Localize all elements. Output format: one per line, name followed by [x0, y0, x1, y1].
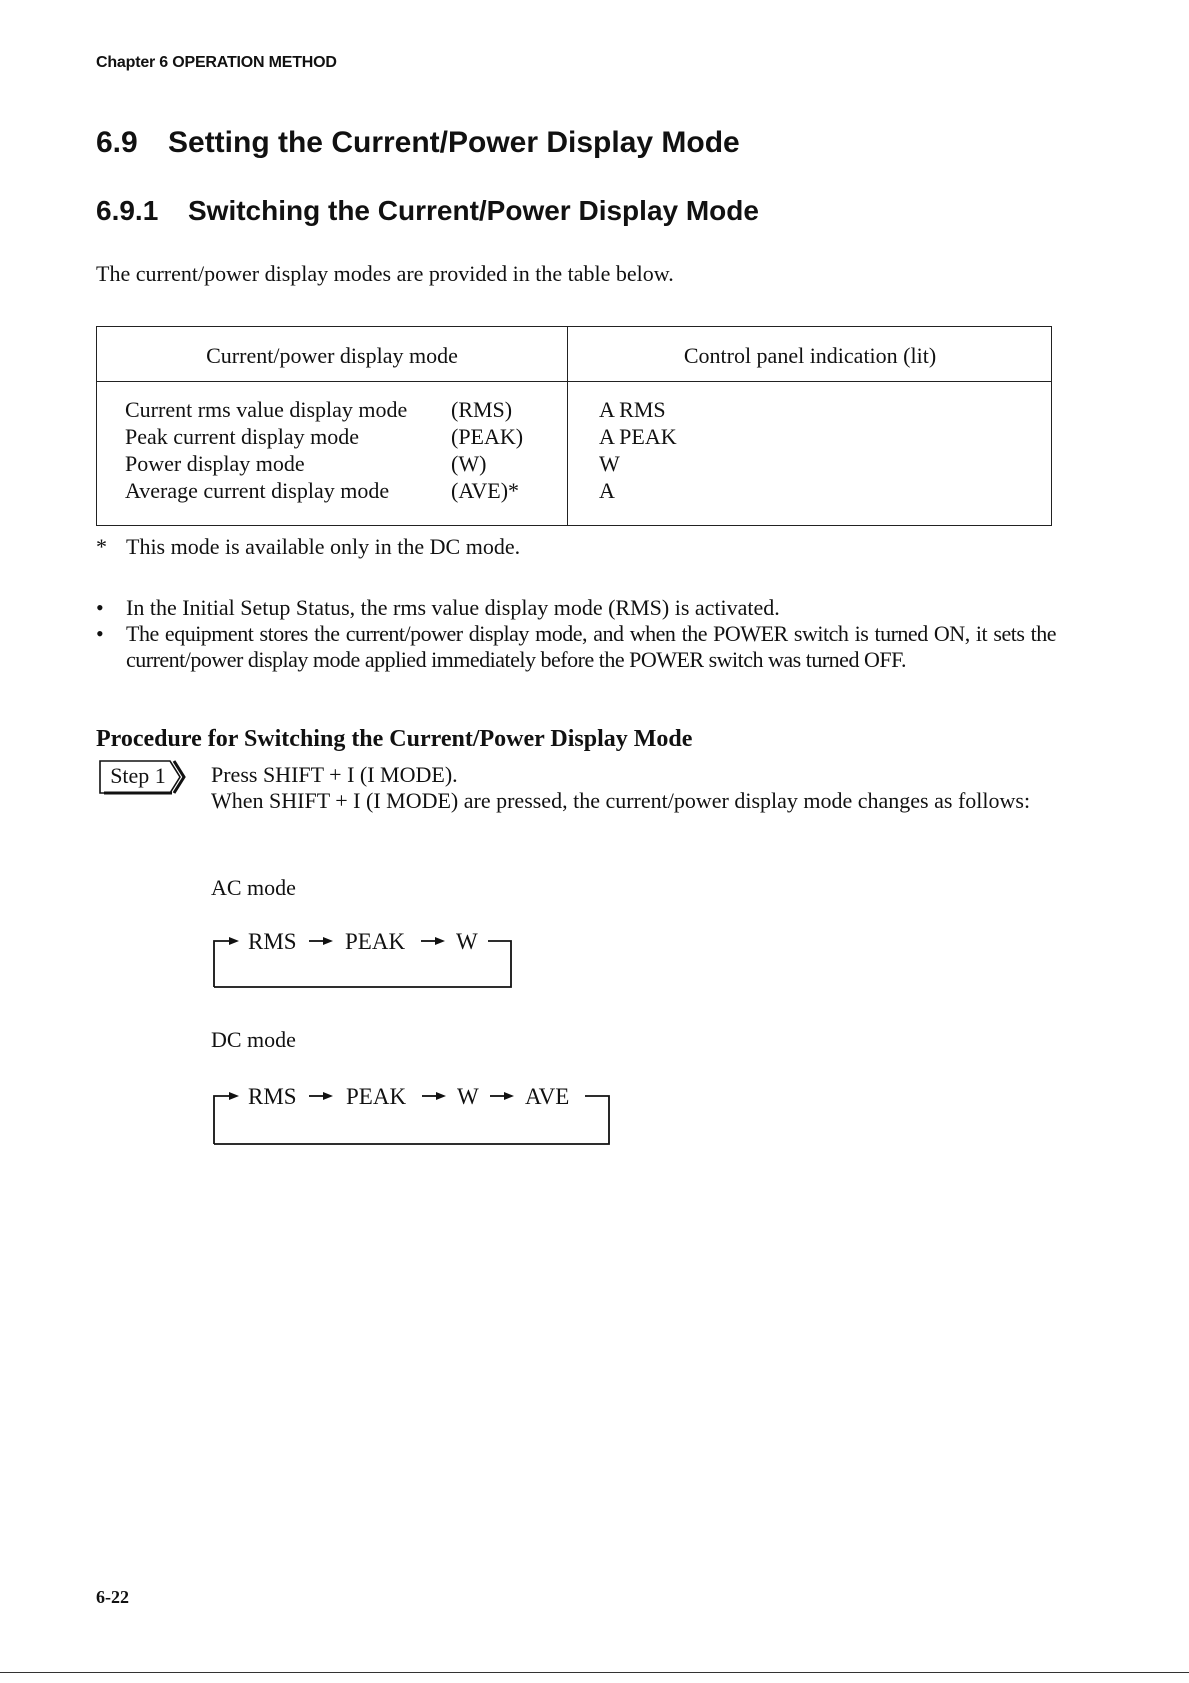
table-cell-abbr: (AVE)* — [451, 478, 520, 503]
note-text: In the Initial Setup Status, the rms value display mode (RMS) is activated. — [126, 595, 780, 620]
arrow-icon — [323, 1092, 333, 1100]
step-body — [211, 762, 1051, 814]
table-cell-abbr: (W) — [451, 451, 487, 476]
arrow-icon — [229, 937, 239, 945]
table-cell-indication: A — [599, 478, 615, 503]
arrow-icon — [504, 1092, 514, 1100]
step-description: When SHIFT + I (I MODE) are pressed, the current/power display mode changes as follows: — [211, 788, 1031, 813]
list-item — [96, 621, 1056, 673]
arrow-icon — [229, 1092, 239, 1100]
table-header-mode: Current/power display mode — [206, 343, 458, 368]
notes-list — [96, 595, 1056, 673]
table-cell-mode: Power display mode — [125, 451, 305, 476]
display-mode-table — [96, 326, 1052, 526]
footnote-text: This mode is available only in the DC mode. — [126, 534, 521, 559]
table-header-divider — [97, 381, 1051, 382]
note-text: The equipment stores the current/power display mode, and when the POWER switch is turned ON, it sets the current/power display mode applied immediately before the POWER switch was turned OFF. — [126, 621, 1056, 672]
step-instruction: Press SHIFT + I (I MODE). — [211, 762, 458, 787]
ac-mode-cycle-diagram — [205, 925, 535, 997]
dc-mode-label: DC mode — [211, 1027, 296, 1052]
bullet-icon: • — [96, 595, 104, 620]
table-cell-abbr: (RMS) — [451, 397, 513, 422]
ac-mode-label: AC mode — [211, 875, 296, 900]
step-label: Step 1 — [110, 763, 166, 788]
page-number: 6-22 — [96, 1587, 129, 1607]
dc-mode-cycle-diagram — [205, 1080, 625, 1152]
arrow-icon — [436, 1092, 446, 1100]
footnote-mark: * — [96, 534, 107, 559]
table-cell-mode: Average current display mode — [125, 478, 390, 503]
bullet-icon: • — [96, 621, 104, 646]
subsection-heading — [96, 195, 759, 227]
arrow-icon — [435, 937, 445, 945]
cycle-item: RMS — [248, 929, 297, 954]
table-cell-abbr: (PEAK) — [451, 424, 524, 449]
cycle-item: PEAK — [346, 1084, 407, 1109]
table-cell-indication: A RMS — [599, 397, 666, 422]
procedure-title: Procedure for Switching the Current/Power Display Mode — [96, 726, 693, 752]
table-cell-mode: Peak current display mode — [125, 424, 359, 449]
cycle-return-line — [214, 941, 229, 987]
footer-rule — [0, 1672, 1189, 1673]
section-number: 6.9 — [96, 126, 138, 159]
chapter-header: Chapter 6 OPERATION METHOD — [96, 54, 337, 71]
subsection-title: Switching the Current/Power Display Mode — [188, 195, 759, 226]
table-cell-indication: W — [599, 451, 620, 476]
list-item — [96, 595, 1056, 621]
table-header-indication: Control panel indication (lit) — [683, 343, 937, 368]
arrow-icon — [323, 937, 333, 945]
cycle-item: RMS — [248, 1084, 297, 1109]
table-cell-indication: A PEAK — [599, 424, 677, 449]
cycle-item: W — [457, 1084, 479, 1109]
cycle-item: W — [456, 929, 478, 954]
cycle-item: AVE — [525, 1084, 570, 1109]
intro-paragraph: The current/power display modes are provided in the table below. — [96, 261, 674, 286]
cycle-item: PEAK — [345, 929, 406, 954]
section-title: Setting the Current/Power Display Mode — [168, 126, 740, 159]
cycle-return-line — [214, 1096, 229, 1144]
table-footnote — [96, 534, 520, 560]
section-heading — [96, 126, 740, 160]
subsection-number: 6.9.1 — [96, 195, 159, 226]
table-cell-mode: Current rms value display mode — [125, 397, 408, 422]
